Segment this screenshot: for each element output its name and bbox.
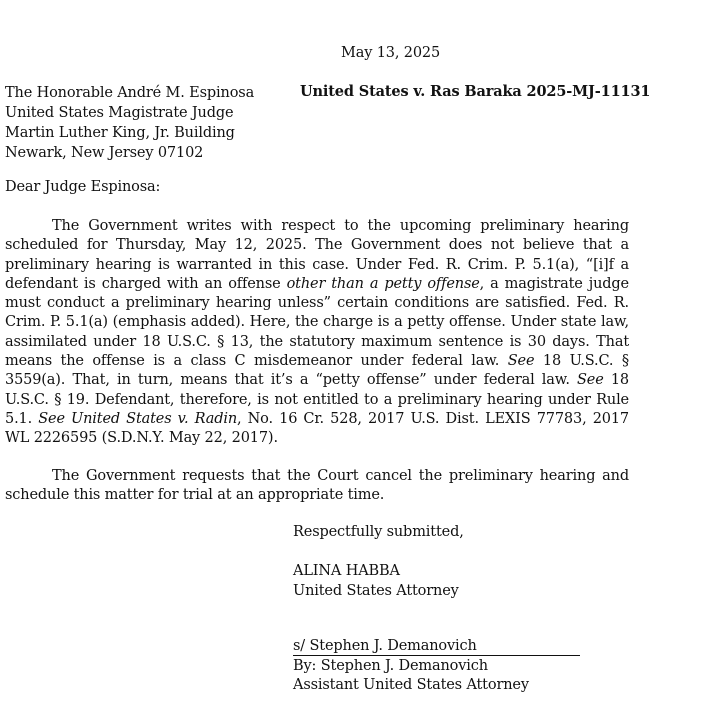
body-paragraph-2: The Government requests that the Court cancel the preliminary hearing and schedule this matter for trial at an appropriate time.: [5, 468, 629, 504]
case-caption: United States v. Ras Baraka 2025-MJ-11131: [300, 83, 651, 100]
italic-run: See: [507, 353, 535, 370]
body-paragraph-1: [5, 217, 629, 449]
italic-run: See United States v. Radin: [38, 410, 238, 427]
text-run: 18 U.S.C. § 19. Defendant, therefore, is not entitled to a preliminary hearing under Rule 5.1.: [5, 372, 629, 427]
text-run: , No. 16 Cr. 528, 2017 U.S. Dist. LEXIS 77783, 2017 WL 2226595 (S.D.N.Y. May 22, 2017).: [5, 410, 629, 447]
signer-title: Assistant United States Attorney: [293, 677, 529, 693]
italic-run: See: [576, 372, 604, 389]
addressee-city: Newark, New Jersey 07102: [5, 145, 204, 161]
italic-run: other than a petty offense: [286, 275, 480, 292]
attorney-title: United States Attorney: [293, 582, 459, 599]
signer-by-line: By: Stephen J. Demanovich: [293, 657, 488, 674]
text-run: The Government writes with respect to the upcoming preliminary hearing scheduled for Thursday, May 12, 2025. The Government does not believe that a preliminary hearing is warranted in this case. Under Fed. R. Crim. P. 5.1(a), “[i]f a defendant is charged with an offense: [5, 218, 629, 292]
signature-line: s/ Stephen J. Demanovich: [293, 638, 580, 656]
signer-block: [293, 637, 580, 696]
attorney-name: ALINA HABBA: [293, 563, 400, 579]
addressee-building: Martin Luther King, Jr. Building: [5, 125, 235, 141]
closing: Respectfully submitted,: [293, 524, 464, 540]
salutation: Dear Judge Espinosa:: [5, 179, 161, 195]
letter-date: May 13, 2025: [341, 45, 441, 61]
addressee-name: The Honorable André M. Espinosa: [5, 85, 255, 101]
addressee-title: United States Magistrate Judge: [5, 105, 234, 121]
text-run: 18 U.S.C. § 3559(a). That, in turn, means that it’s a “petty offense” under federal law.: [5, 353, 629, 389]
text-run: , a magistrate judge must conduct a preliminary hearing unless” certain conditions are satisfied. Fed. R. Crim. P. 5.1(a) (emphasis added). Here, the charge is a petty offense. Under state law, assimilated under 18 U.S.C. § 13, the statutory maximum sentence is 30 days. That means the offense is a class C misdemeanor under federal law.: [5, 275, 629, 370]
attorney-block: [293, 562, 459, 601]
addressee-block: [5, 83, 254, 163]
